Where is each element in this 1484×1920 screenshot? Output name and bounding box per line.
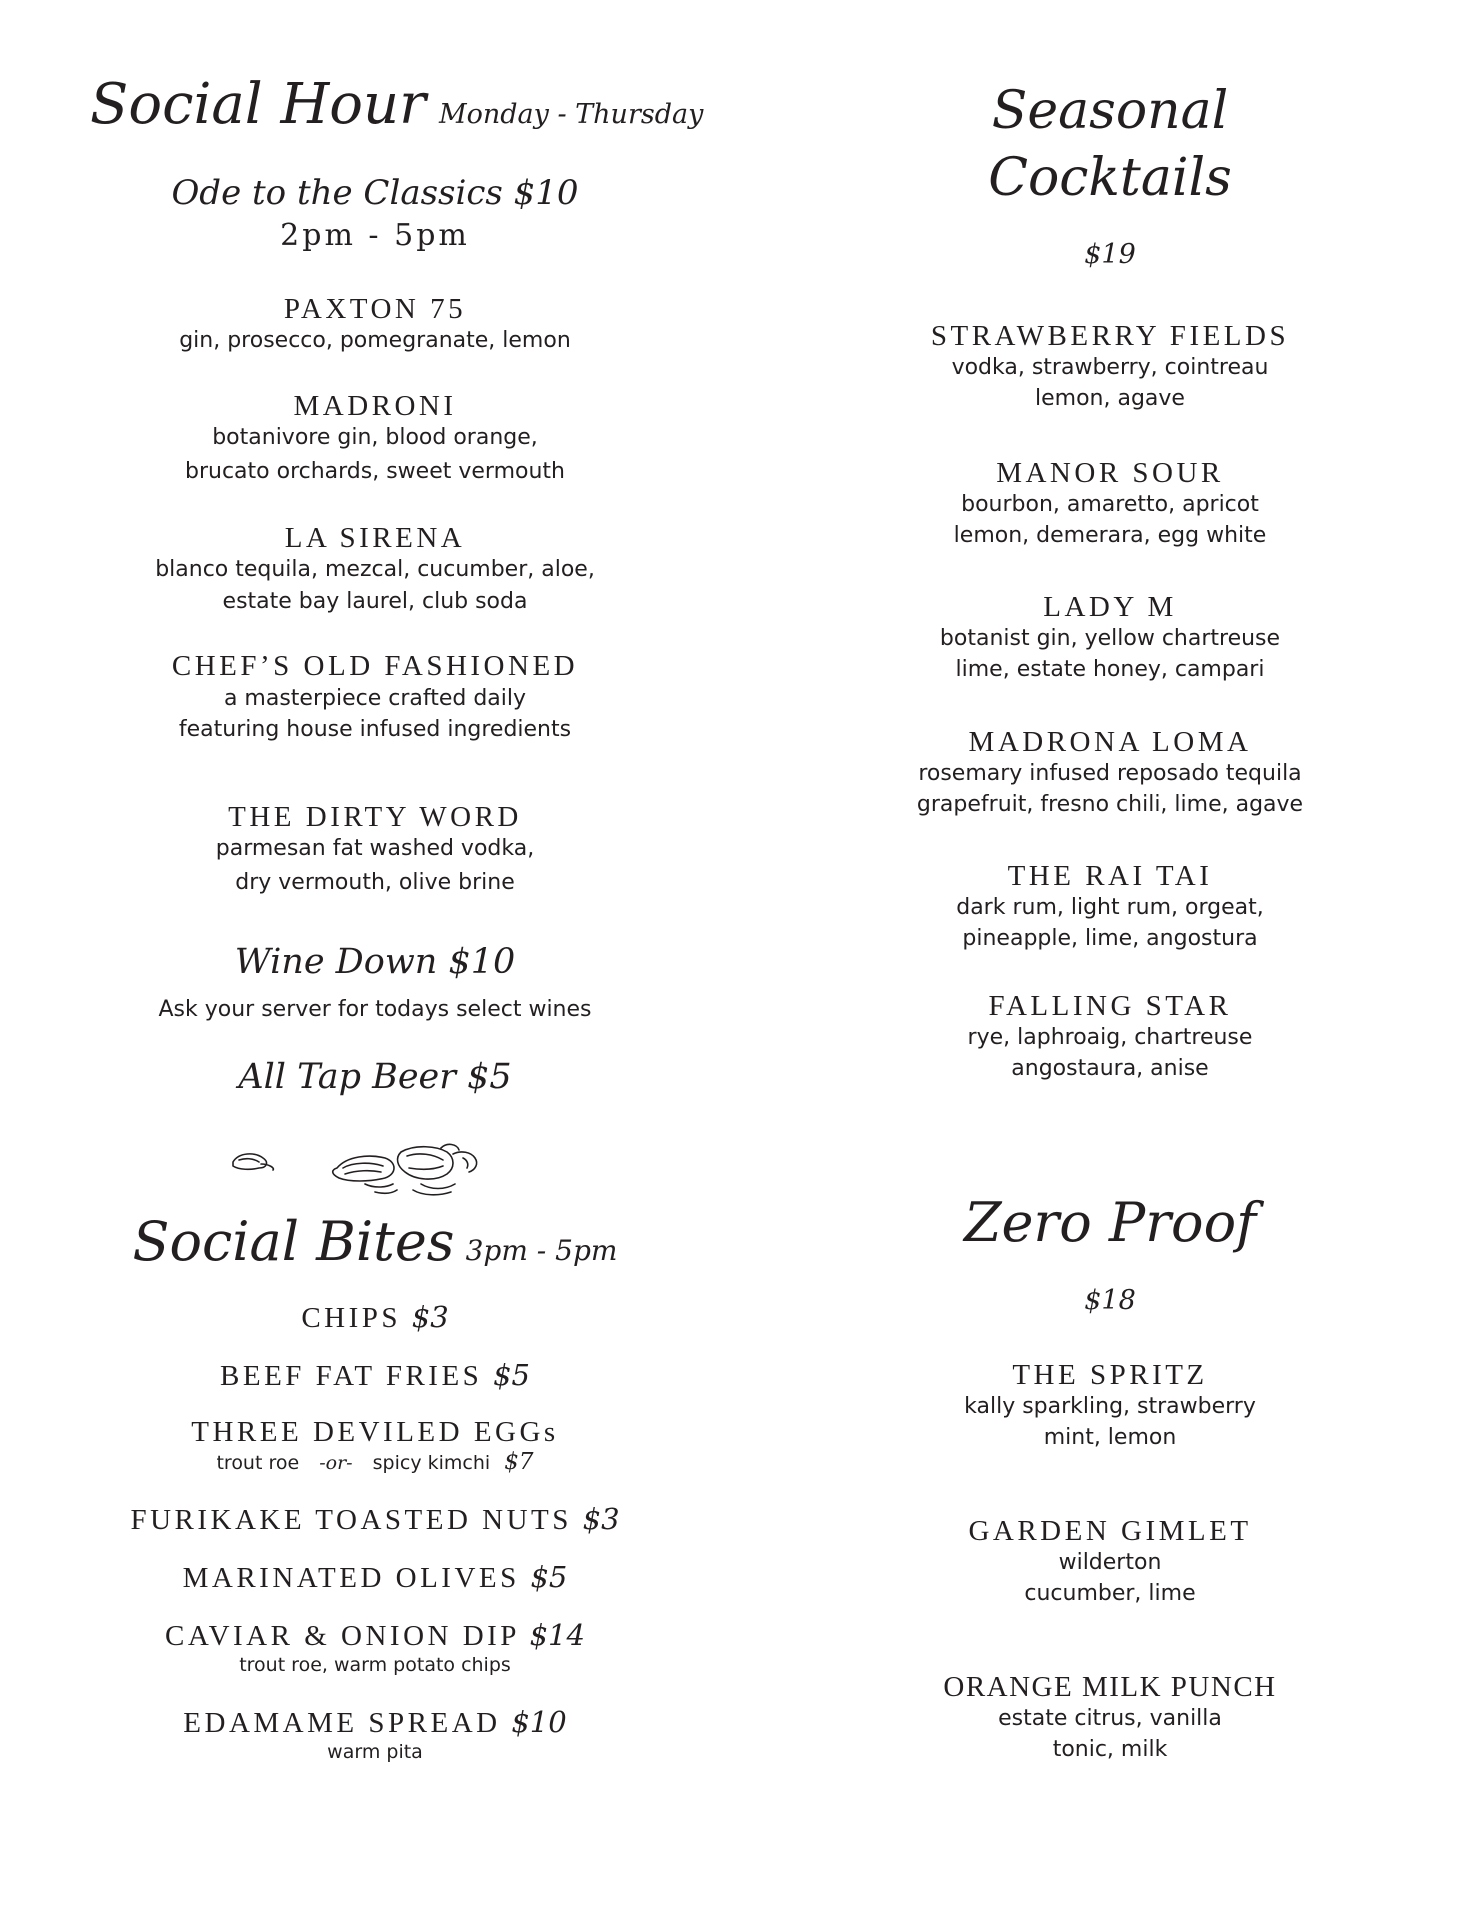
seasonal-title-line2: Cocktails: [988, 148, 1232, 208]
drink-name: MANOR SOUR: [996, 457, 1224, 489]
social-bites-heading: [60, 1210, 690, 1273]
bite-price: $5: [530, 1560, 568, 1594]
bite-name: CAVIAR & ONION DIP: [165, 1620, 519, 1652]
drink-desc: lemon, agave: [1035, 386, 1185, 411]
bite-option-price: $7: [504, 1449, 534, 1475]
drink-desc: brucato orchards, sweet vermouth: [185, 459, 565, 484]
bite-price: $3: [411, 1300, 449, 1334]
drink-desc: botanist gin, yellow chartreuse: [939, 626, 1281, 651]
bite-options: [60, 1447, 690, 1479]
bite-price: $5: [493, 1358, 530, 1392]
classics-title: Ode to the Classics $10: [171, 173, 579, 213]
drink-name: LA SIRENA: [284, 522, 466, 554]
drink-desc: blanco tequila, mezcal, cucumber, aloe,: [155, 557, 595, 582]
drink-desc: cucumber, lime: [1024, 1581, 1196, 1606]
bite-price: $3: [582, 1502, 620, 1536]
drink-name: MADRONA LOMA: [968, 726, 1252, 758]
tap-beer-title: All Tap Beer $5: [238, 1057, 512, 1097]
drink-desc: rye, laphroaig, chartreuse: [967, 1025, 1253, 1050]
drink-desc: tonic, milk: [1052, 1737, 1168, 1762]
social-bites-title: Social Bites: [132, 1210, 455, 1273]
bite-item: [60, 1706, 690, 1739]
social-hour-heading: [90, 72, 703, 137]
bite-name: BEEF FAT FRIES: [220, 1360, 483, 1392]
seasonal-price: $19: [1084, 239, 1136, 270]
classics-hours: 2pm - 5pm: [280, 218, 470, 253]
bite-option-or: -or-: [319, 1452, 353, 1474]
drink-desc: bourbon, amaretto, apricot: [961, 492, 1259, 517]
drink-desc: angostaura, anise: [1011, 1056, 1209, 1081]
drink-desc: parmesan fat washed vodka,: [215, 836, 535, 861]
bite-name: FURIKAKE TOASTED NUTS: [130, 1504, 572, 1536]
drink-desc: dark rum, light rum, orgeat,: [956, 895, 1264, 920]
drink-desc: dry vermouth, olive brine: [235, 870, 515, 895]
drink-desc: estate citrus, vanilla: [998, 1706, 1222, 1731]
bite-item: [60, 1561, 690, 1594]
drink-desc: lime, estate honey, campari: [955, 657, 1265, 682]
bite-price: $14: [529, 1618, 585, 1652]
drink-desc: vodka, strawberry, cointreau: [951, 355, 1269, 380]
drink-name: STRAWBERRY FIELDS: [930, 320, 1290, 352]
drink-name: LADY M: [1043, 591, 1177, 623]
drink-desc: rosemary infused reposado tequila: [918, 761, 1302, 786]
drink-name: PAXTON 75: [283, 293, 467, 325]
bite-name: EDAMAME SPREAD: [183, 1707, 501, 1739]
drink-desc: a masterpiece crafted daily: [223, 686, 527, 711]
bite-item: [60, 1301, 690, 1334]
drink-name: THE DIRTY WORD: [228, 801, 522, 833]
bite-option-a: trout roe: [216, 1452, 300, 1474]
seasonal-title-line1: Seasonal: [991, 81, 1229, 141]
bite-name: MARINATED OLIVES: [182, 1562, 520, 1594]
bite-option-b: spicy kimchi: [372, 1452, 491, 1474]
bite-item: [60, 1503, 690, 1536]
bite-item: [60, 1416, 690, 1448]
drink-desc: kally sparkling, strawberry: [964, 1394, 1256, 1419]
social-hour-days: Monday - Thursday: [438, 99, 704, 130]
drink-name: THE RAI TAI: [1007, 860, 1213, 892]
bite-desc: warm pita: [327, 1741, 423, 1763]
bite-name: CHIPS: [301, 1302, 402, 1334]
drink-name: FALLING STAR: [988, 990, 1232, 1022]
zero-proof-title: Zero Proof: [963, 1191, 1257, 1254]
drink-name: THE SPRITZ: [1012, 1359, 1208, 1391]
zero-proof-price: $18: [1084, 1285, 1136, 1316]
drink-name: CHEF’S OLD FASHIONED: [171, 650, 579, 682]
drink-desc: grapefruit, fresno chili, lime, agave: [916, 792, 1304, 817]
social-bites-hours: 3pm - 5pm: [465, 1234, 618, 1267]
drink-name: GARDEN GIMLET: [968, 1515, 1252, 1547]
bite-desc: trout roe, warm potato chips: [239, 1654, 511, 1676]
drink-name: ORANGE MILK PUNCH: [943, 1671, 1277, 1703]
bite-name: THREE DEVILED EGGs: [191, 1416, 559, 1448]
drink-desc: pineapple, lime, angostura: [962, 926, 1258, 951]
drink-desc: estate bay laurel, club soda: [222, 589, 528, 614]
drink-desc: botanivore gin, blood orange,: [212, 425, 538, 450]
bite-item: [60, 1619, 690, 1652]
drink-desc: gin, prosecco, pomegranate, lemon: [179, 328, 571, 353]
drink-desc: mint, lemon: [1043, 1425, 1177, 1450]
social-hour-title: Social Hour: [90, 72, 426, 137]
oysters-sketch-icon: [225, 1140, 525, 1220]
drink-desc: lemon, demerara, egg white: [953, 523, 1267, 548]
wine-down-desc: Ask your server for todays select wines: [158, 997, 592, 1022]
wine-down-title: Wine Down $10: [234, 942, 516, 982]
drink-name: MADRONI: [293, 390, 457, 422]
bite-price: $10: [511, 1705, 567, 1739]
bite-item: [60, 1359, 690, 1392]
drink-desc: wilderton: [1058, 1550, 1162, 1575]
drink-desc: featuring house infused ingredients: [178, 717, 572, 742]
